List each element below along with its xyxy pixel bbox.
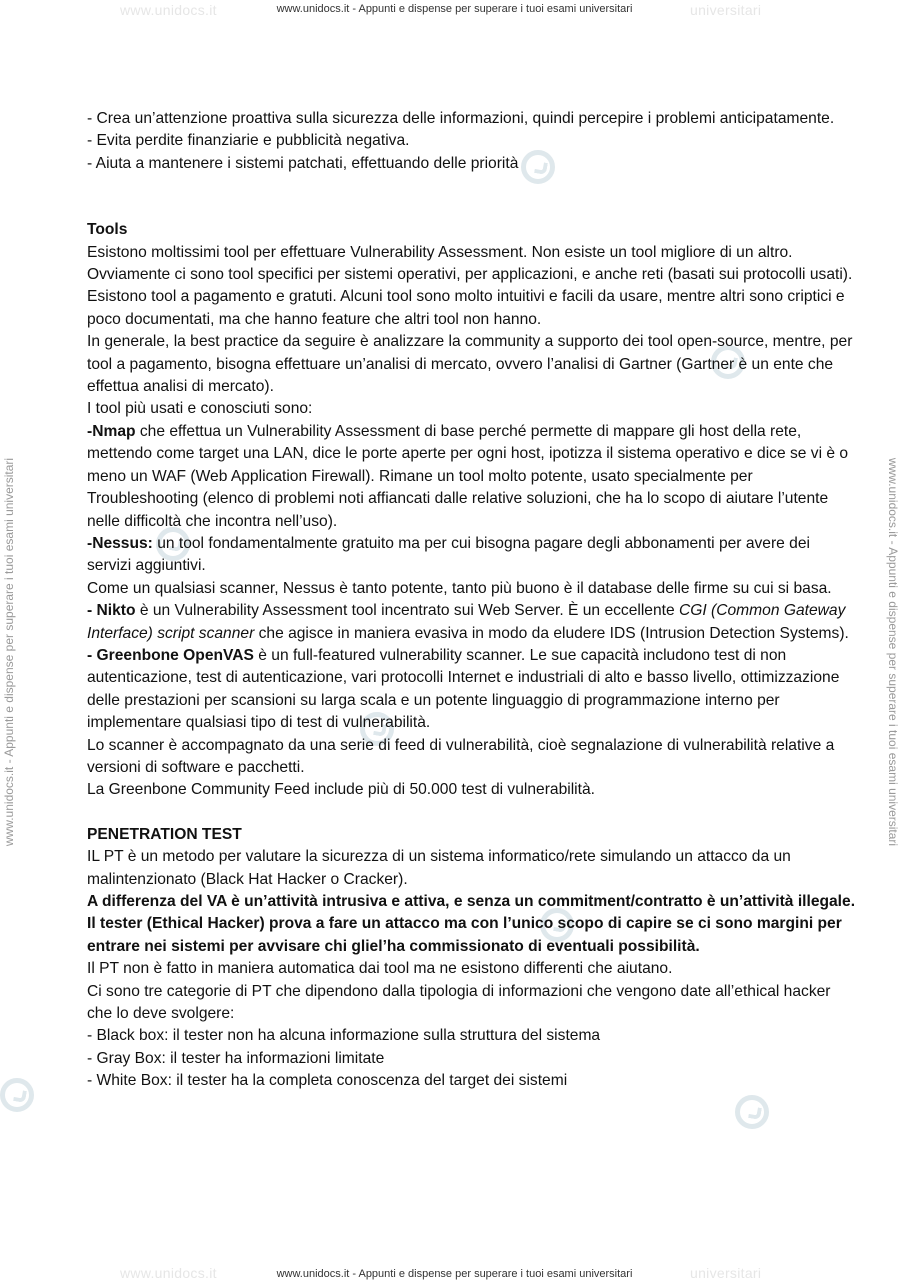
tool-nmap-text: che effettua un Vulnerability Assessment di base perché permette di mappare gli host della rete, mettendo come target una LAN, dice le porte aperte per ogni host, ipotizza il sistema operativo e dice se vi è o meno un WAF (Web Application Firewall). Rimane un tool molto potente, usato specialmente per Troubleshooting (elenco di problemi noti affiancati dalle relative soluzioni, che ha lo scopo di aiutare l’utente nelle difficoltà che incontra nell’uso). — [87, 422, 849, 530]
tool-greenbone — [87, 645, 857, 735]
tool-nikto-text-end: che agisce in maniera evasiva in modo da eludere IDS (Intrusion Detection Systems). — [254, 624, 849, 642]
pentest-item-white-box: - White Box: il tester ha la completa conoscenza del target dei sistemi — [87, 1072, 568, 1090]
pentest-paragraph-tools: Il PT non è fatto in maniera automatica dai tool ma ne esistono differenti che aiutano. — [87, 960, 673, 978]
unidocs-logo-icon — [0, 1078, 34, 1112]
tools-paragraph-feed: Lo scanner è accompagnato da una serie di feed di vulnerabilità, cioè segnalazione di vulnerabilità relative a versioni di software e pacchetti. — [87, 736, 835, 776]
tools-paragraph-intro: Esistono moltissimi tool per effettuare Vulnerability Assessment. Non esiste un tool migliore di un altro. Ovviamente ci sono tool specifici per sistemi operativi, per applicazioni, e anche reti (basati sui protocolli usati). Esistono tool a pagamento e gratuti. Alcuni tool sono molto intuitivi e facili da usare, mentre altri sono criptici e poco documentati, ma che hanno feature che altri tool non hanno. — [87, 243, 853, 328]
intro-line-1: - Crea un’attenzione proattiva sulla sicurezza delle informazioni, quindi percepire i problemi anticipatamente. — [87, 110, 835, 127]
pentest-heading: PENETRATION TEST — [87, 825, 242, 843]
tools-paragraph-best-practice: In generale, la best practice da seguire è analizzare la community a supporto dei tool open-source, mentre, per tool a pagamento, bisogna effettuare un’analisi di mercato, ovvero l’analisi di Gartner (Gartner è un ente che effettua analisi di mercato). — [87, 333, 853, 396]
watermark-ghost-bottom-left: www.unidocs.it — [120, 1265, 217, 1281]
intro-line-3: - Aiuta a mantenere i sistemi patchati, effettuando delle priorità — [87, 154, 519, 172]
tool-nessus — [87, 533, 857, 578]
pentest-item-gray-box: - Gray Box: il tester ha informazioni limitate — [87, 1049, 385, 1067]
tools-paragraph-scanner: Come un qualsiasi scanner, Nessus è tanto potente, tanto più buono è il database delle firme su cui si basa. — [87, 579, 832, 597]
tools-paragraph-community: La Greenbone Community Feed include più di 50.000 test di vulnerabilità. — [87, 781, 595, 799]
document-body — [87, 108, 857, 1093]
watermark-footer: www.unidocs.it - Appunti e dispense per superare i tuoi esami universitari — [276, 1268, 633, 1280]
tool-nessus-label: -Nessus: — [87, 534, 153, 552]
watermark-side-left: www.unidocs.it - Appunti e dispense per superare i tuoi esami universitari — [2, 457, 16, 847]
intro-line-2: - Evita perdite finanziarie e pubblicità negativa. — [87, 132, 410, 150]
watermark-header: www.unidocs.it - Appunti e dispense per superare i tuoi esami universitari — [276, 3, 633, 15]
pentest-paragraph-definition: IL PT è un metodo per valutare la sicurezza di un sistema informatico/rete simulando un attacco da un malintenzionato (Black Hat Hacker o Cracker). — [87, 848, 791, 888]
tools-paragraph-list-intro: I tool più usati e conosciuti sono: — [87, 400, 313, 418]
tools-heading: Tools — [87, 221, 128, 239]
tool-nikto-italic: CGI (Common Gateway Interface) script scanner — [87, 602, 846, 642]
tool-nmap-label: -Nmap — [87, 422, 136, 440]
watermark-ghost-top-right: universitari — [690, 2, 762, 18]
tool-nessus-text: un tool fondamentalmente gratuito ma per cui bisogna pagare degli abbonamenti per avere dei servizi aggiuntivi. — [87, 534, 810, 575]
pentest-paragraph-categories: Ci sono tre categorie di PT che dipendono dalla tipologia di informazioni che vengono date all’ethical hacker che lo deve svolgere: — [87, 982, 831, 1023]
tool-nikto — [87, 600, 857, 645]
watermark-side-right: www.unidocs.it - Appunti e dispense per superare i tuoi esami universitari — [886, 457, 900, 847]
pentest-paragraph-tester: Il tester (Ethical Hacker) prova a fare un attacco ma con l’unico scopo di capire se ci sono margini per entrare nei sistemi per avvisare chi glielʼha commissionato di eventuali possibilità. — [87, 915, 842, 955]
pentest-paragraph-difference: A differenza del VA è un’attività intrusiva e attiva, e senza un commitment/contratto è un’attività illegale. — [87, 893, 856, 910]
tool-nmap — [87, 421, 857, 533]
watermark-ghost-top-left: www.unidocs.it — [120, 2, 217, 18]
tool-greenbone-text: è un full-featured vulnerability scanner. Le sue capacità includono test di non autenticazione, test di autenticazione, vari protocolli Internet e industriali di alto e basso livello, ottimizzazione delle prestazioni per scansioni su larga scala e un potente linguaggio di programmazione interno per implementare qualsiasi tipo di test di vulnerabilità. — [87, 646, 840, 732]
pentest-item-black-box: - Black box: il tester non ha alcuna informazione sulla struttura del sistema — [87, 1027, 601, 1045]
tool-nikto-text: è un Vulnerability Assessment tool incentrato sui Web Server. È un eccellente — [135, 602, 679, 620]
unidocs-logo-icon — [735, 1095, 769, 1129]
watermark-ghost-bottom-right: universitari — [690, 1265, 762, 1281]
tool-nikto-label: - Nikto — [87, 602, 136, 620]
tool-greenbone-label: - Greenbone OpenVAS — [87, 646, 254, 664]
